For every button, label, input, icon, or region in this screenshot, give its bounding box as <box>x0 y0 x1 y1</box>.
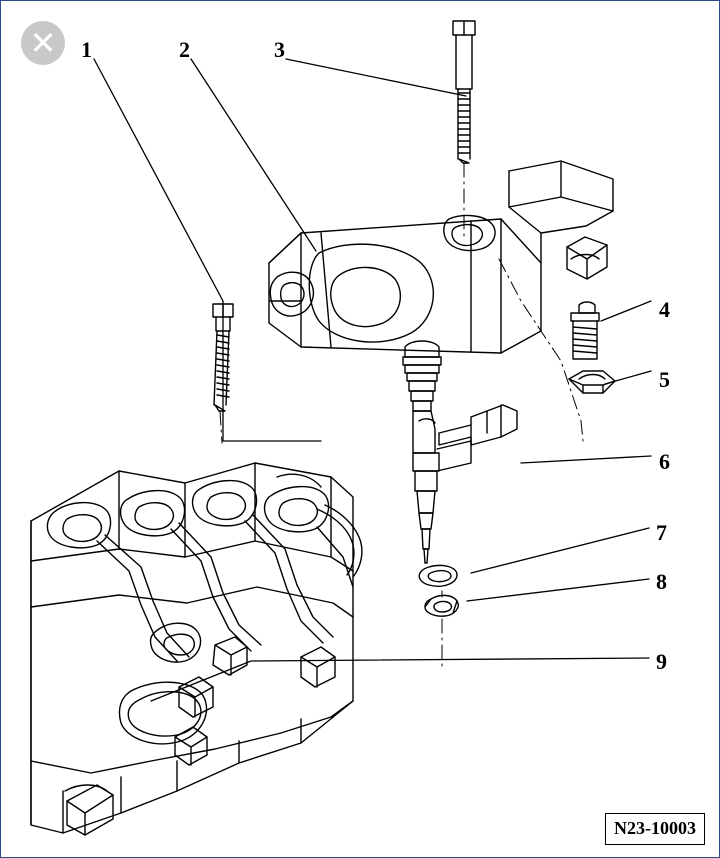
part-5-lock-nut <box>569 371 615 393</box>
callout-label-6: 6 <box>659 449 670 474</box>
axis-line-1 <box>220 411 222 443</box>
callout-label-2: 2 <box>179 37 190 62</box>
callout-label-7: 7 <box>656 520 667 545</box>
exploded-view-diagram <box>1 1 720 858</box>
part-7-o-ring <box>419 565 457 586</box>
part-3-bolt <box>453 21 475 163</box>
close-icon: ✕ <box>29 25 57 61</box>
axis-line-injector <box>442 259 583 669</box>
part-2-rocker-bracket <box>269 161 613 353</box>
callout-label-9: 9 <box>656 649 667 674</box>
callout-label-4: 4 <box>659 297 670 322</box>
part-9-cylinder-head <box>31 463 362 835</box>
callout-label-5: 5 <box>659 367 670 392</box>
part-6-unit-injector <box>403 341 517 563</box>
part-8-heat-shield-seal <box>425 595 458 616</box>
callout-label-8: 8 <box>656 569 667 594</box>
close-button[interactable] <box>21 21 65 65</box>
figure-id-badge: N23-10003 <box>605 813 705 845</box>
part-4-adjusting-screw <box>571 302 599 359</box>
callout-label-1: 1 <box>81 37 92 62</box>
callout-label-3: 3 <box>274 37 285 62</box>
